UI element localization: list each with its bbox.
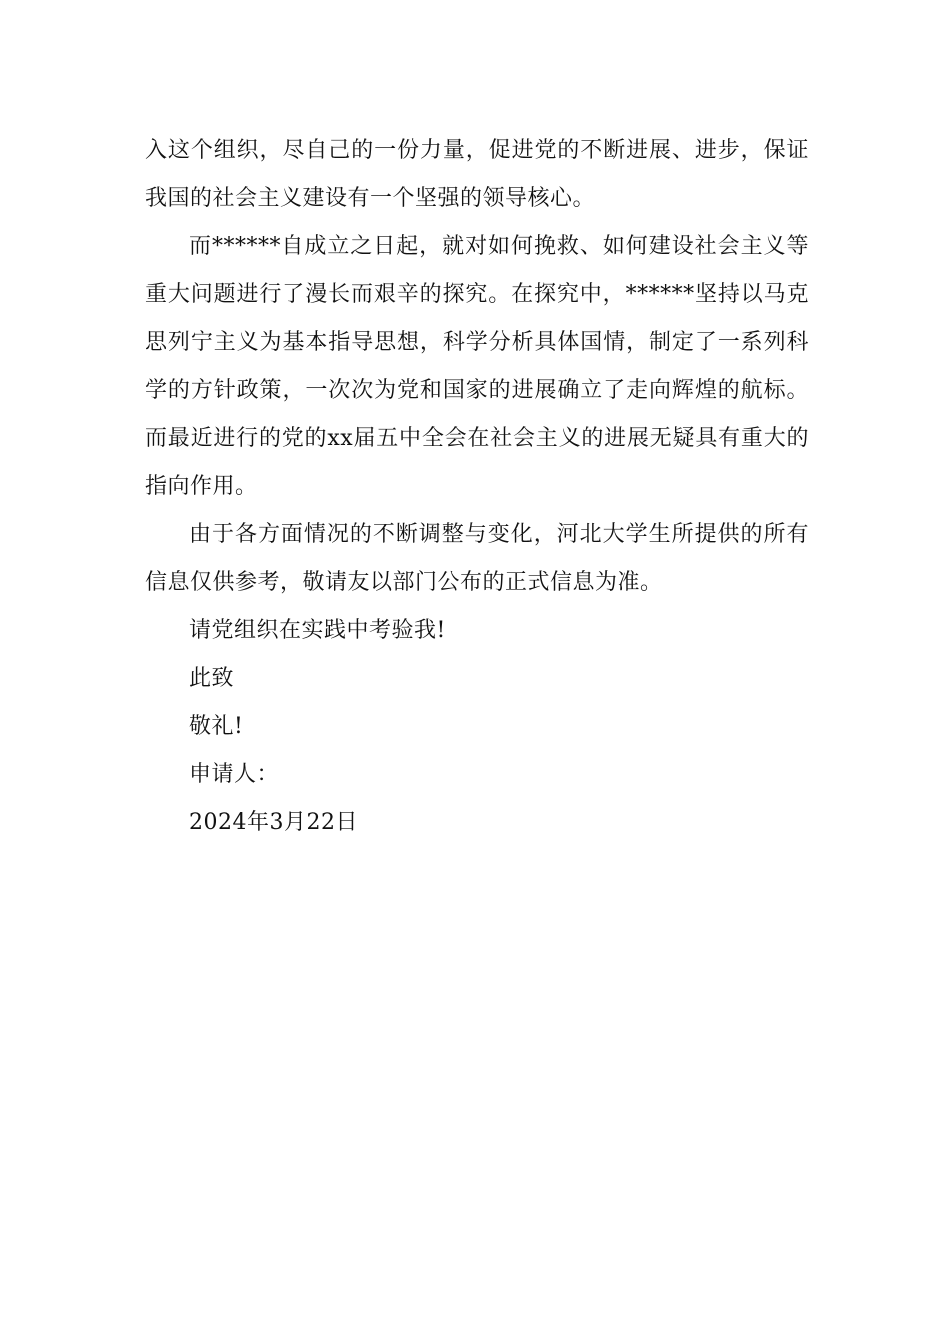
paragraph-disclaimer: 由于各方面情况的不断调整与变化，河北大学生所提供的所有信息仅供参考，敬请友以部门公布的正式信息为准。 xyxy=(145,522,809,595)
paragraph-history: 而******自成立之日起，就对如何挽救、如何建设社会主义等重大问题进行了漫长而艰辛的探究。在探究中，******坚持以马克思列宁主义为基本指导思想，科学分析具体国情，制定了一系列科学的方针政策，一次次为党和国家的进展确立了走向辉煌的航标。而最近进行的党的xx届五中全会在社会主义的进展无疑具有重大的指向作用。 xyxy=(145,234,809,499)
closing-request: 请党组织在实践中考验我! xyxy=(189,618,446,643)
letter-body xyxy=(145,127,809,847)
closing-salutation: 此致 xyxy=(189,666,235,691)
applicant-label: 申请人： xyxy=(189,762,280,787)
letter-date: 2024年3月22日 xyxy=(189,810,358,835)
closing-respect: 敬礼! xyxy=(189,714,244,739)
paragraph-continuation: 入这个组织，尽自己的一份力量，促进党的不断进展、进步，保证我国的社会主义建设有一个坚强的领导核心。 xyxy=(145,138,809,211)
